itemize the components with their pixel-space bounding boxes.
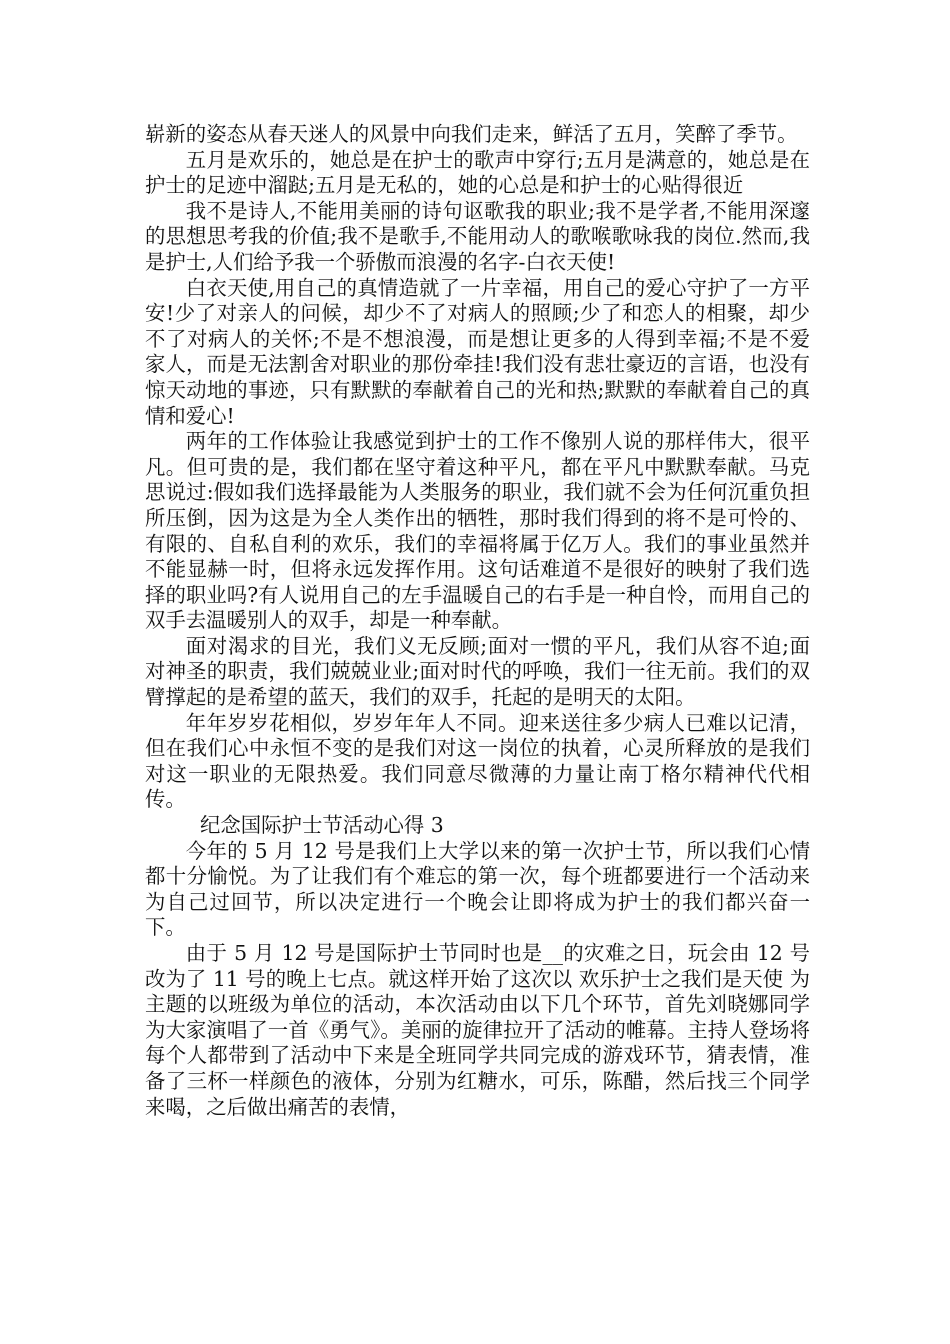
paragraph-8: 今年的 5 月 12 号是我们上大学以来的第一次护士节，所以我们心情都十分愉悦。为了让我们有个难忘的第一次，每个班都要进行一个活动来为自己过回节，所以决定进行一个晚会让即将成为护士的我们都兴奋一下。 [145, 838, 810, 940]
paragraph-2: 五月是欢乐的，她总是在护士的歌声中穿行;五月是满意的，她总是在护士的足迹中溜跶;五月是无私的，她的心总是和护士的心贴得很近 [145, 147, 810, 198]
paragraph-6: 面对渴求的目光，我们义无反顾;面对一惯的平凡，我们从容不迫;面对神圣的职责，我们兢兢业业;面对时代的呼唤，我们一往无前。我们的双臂撑起的是希望的蓝天，我们的双手，托起的是明天的太阳。 [145, 633, 810, 710]
paragraph-4: 白衣天使,用自己的真情造就了一片幸福，用自己的爱心守护了一方平安!少了对亲人的问候，却少不了对病人的照顾;少了和恋人的相聚，却少不了对病人的关怀;不是不想浪漫，而是想让更多的人得到幸福;不是不爱家人，而是无法割舍对职业的那份牵挂!我们没有悲壮豪迈的言语，也没有惊天动地的事迹，只有默默的奉献着自己的光和热;默默的奉献着自己的真情和爱心! [145, 275, 810, 428]
paragraph-7: 年年岁岁花相似，岁岁年年人不同。迎来送往多少病人已难以记清，但在我们心中永恒不变的是我们对这一岗位的执着，心灵所释放的是我们对这一职业的无限热爱。我们同意尽微薄的力量让南丁格尔精神代代相传。 [145, 710, 810, 812]
paragraph-1: 崭新的姿态从春天迷人的风景中向我们走来，鲜活了五月，笑醉了季节。 [145, 122, 798, 146]
paragraph-5: 两年的工作体验让我感觉到护士的工作不像别人说的那样伟大，很平凡。但可贵的是，我们都在坚守着这种平凡，都在平凡中默默奉献。马克思说过:假如我们选择最能为人类服务的职业，我们就不会为任何沉重负担所压倒，因为这是为全人类作出的牺牲，那时我们得到的将不是可怜的、有限的、自私自利的欢乐，我们的幸福将属于亿万人。我们的事业虽然并不能显赫一时，但将永远发挥作用。这句话难道不是很好的映射了我们选择的职业吗?有人说用自己的左手温暖自己的右手是一种自怜，而用自己的双手去温暖别人的双手，却是一种奉献。 [145, 429, 810, 633]
section-heading: 纪念国际护士节活动心得 3 [200, 813, 444, 838]
document-page [145, 122, 810, 1120]
paragraph-9: 由于 5 月 12 号是国际护士节同时也是__的灾难之日，玩会由 12 号改为了 11 号的晚上七点。就这样开始了这次以 欢乐护士之我们是天使 为主题的以班级为单位的活动，本次活动由以下几个环节，首先刘晓娜同学为大家演唱了一首《勇气》。美丽的旋律拉开了活动的帷幕。主持人登场将每个人都带到了活动中下来是全班同学共同完成的游戏环节，猜表情，准备了三杯一样颜色的液体，分别为红糖水，可乐，陈醋，然后找三个同学来喝，之后做出痛苦的表情， [145, 941, 810, 1119]
paragraph-3: 我不是诗人,不能用美丽的诗句讴歌我的职业;我不是学者,不能用深邃的思想思考我的价值;我不是歌手,不能用动人的歌喉歌咏我的岗位.然而,我是护士,人们给予我一个骄傲而浪漫的名字-白衣天使! [145, 198, 810, 274]
